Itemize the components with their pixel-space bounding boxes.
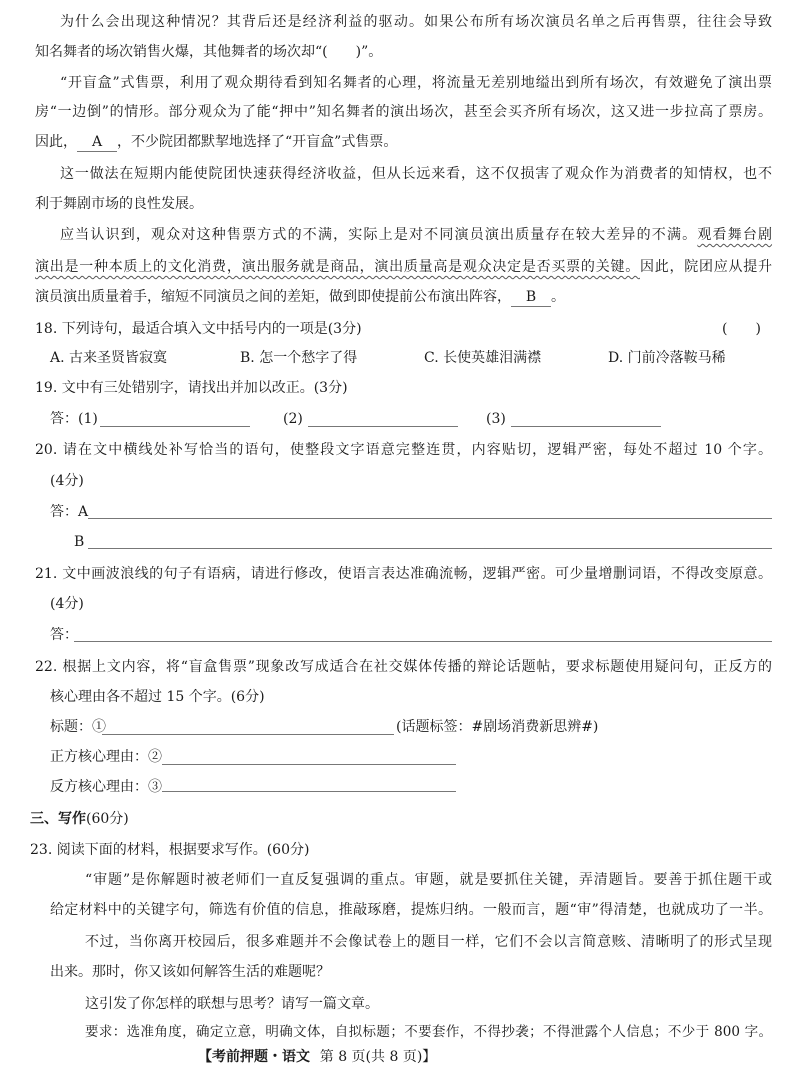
q23-prompt: 这引发了你怎样的联想与思考？请写一篇文章。 xyxy=(85,996,379,1012)
q18-stem: 18. 下列诗句，最适合填入文中括号内的一项是(3分) xyxy=(35,321,362,337)
q19-answer-line-1[interactable] xyxy=(100,426,250,427)
section-title: 三、写作 xyxy=(30,811,86,827)
q22-stem-continued: 核心理由各不超过 15 个字。(6分) xyxy=(50,689,265,705)
passage-p3-line2: 利于舞剧市场的良性发展。 xyxy=(35,196,203,212)
q18-answer-bracket[interactable]: ( ) xyxy=(722,321,761,337)
blank-a: A xyxy=(77,133,117,152)
q20-answer-b-line[interactable] xyxy=(88,548,772,549)
q21-stem: 21. 文中画波浪线的句子有语病，请进行修改，使语言表达准确流畅，逻辑严密。可少量增删词语，不得改变原意。 xyxy=(35,566,772,582)
text: 因此， xyxy=(35,134,77,150)
q22-title-line[interactable] xyxy=(102,734,394,735)
q21-score: (4分) xyxy=(50,596,84,612)
q22-con-line[interactable] xyxy=(162,791,456,792)
footer-exam-title: 【考前押题・语文 xyxy=(198,1049,310,1065)
q22-pro-label: 正方核心理由：② xyxy=(50,749,162,765)
q19-answer-label-2: (2) xyxy=(283,411,303,427)
q19-answer-line-3[interactable] xyxy=(511,426,661,427)
text: ，不少院团都默挈地选择了“开盲盒”式售票。 xyxy=(117,134,398,150)
q19-answer-label-3: (3) xyxy=(486,411,506,427)
passage-p1-line2: 知名舞者的场次销售火爆，其他舞者的场次却“( )”。 xyxy=(35,44,383,60)
q18-option-d: D. 门前冷落鞍马稀 xyxy=(608,350,726,366)
footer-page-number: 第 8 页(共 8 页)】 xyxy=(319,1049,437,1065)
blank-b: B xyxy=(511,288,551,307)
q20-answer-b-label: B xyxy=(74,534,85,550)
q23-requirements: 要求：选准角度，确定立意，明确文体，自拟标题；不要套作，不得抄袭；不得泄露个人信息；不少于 800 字。 xyxy=(85,1024,772,1040)
passage-p4-line2 xyxy=(35,257,772,277)
q23-material-p1-line2: 给定材料中的关键字句，筛选有价值的信息，推敲琢磨，提炼归纳。一般而言，题“审”得清楚，也就成功了一半。 xyxy=(50,902,772,918)
passage-p2-line2: 房“一边倒”的情形。部分观众为了能“押中”知名舞者的演出场次，甚至会买齐所有场次，这又进一步拉高了票房。 xyxy=(35,104,772,120)
q20-stem: 20. 请在文中横线处补写恰当的语句，使整段文字语意完整连贯，内容贴切，逻辑严密，每处不超过 10 个字。 xyxy=(35,442,772,458)
q20-answer-a-line[interactable] xyxy=(88,518,772,519)
q19-stem: 19. 文中有三处错别字，请找出并加以改正。(3分) xyxy=(35,380,348,396)
q23-stem: 23. 阅读下面的材料，根据要求写作。(60分) xyxy=(30,842,310,858)
passage-p3-line1: 这一做法在短期内能使院团快速获得经济收益，但从长远来看，这不仅损害了观众作为消费者的知情权，也不 xyxy=(60,166,772,182)
q23-material-p1-line1: “审题”是你解题时被老师们一直反复强调的重点。审题，就是要抓住关键，弄清题旨。要善于抓住题干或 xyxy=(85,872,772,888)
q21-answer-line[interactable] xyxy=(74,641,772,642)
q19-answer-label-1: 答：(1) xyxy=(50,411,98,427)
q22-topic-tag: (话题标签：#剧场消费新思辨#) xyxy=(396,719,599,735)
section-score: (60分) xyxy=(86,811,129,827)
q18-option-b: B. 怎一个愁字了得 xyxy=(240,350,358,366)
wavy-underlined-sentence: 观看舞台剧 xyxy=(697,227,773,243)
text: 应当认识到，观众对这种售票方式的不满，实际上是对不同演员演出质量存在较大差异的不满。 xyxy=(60,227,698,243)
passage-p2-line3 xyxy=(35,132,397,152)
q22-con-label: 反方核心理由：③ xyxy=(50,779,162,795)
passage-p4-line3 xyxy=(35,287,565,307)
q23-material-p2-line1: 不过，当你离开校园后，很多难题并不会像试卷上的题目一样，它们不会以言简意赅、清晰明了的形式呈现 xyxy=(85,934,772,950)
text: 演员演出质量着手，缩短不同演员之间的差矩，做到即使提前公布演出阵容， xyxy=(35,289,511,305)
q18-option-c: C. 长使英雄泪满襟 xyxy=(424,350,542,366)
q20-answer-a-label: 答：A xyxy=(50,504,89,520)
q22-stem: 22. 根据上文内容，将“盲盒售票”现象改写成适合在社交媒体传播的辩论话题帖，要求标题使用疑问句，正反方的 xyxy=(35,659,772,675)
text: 。 xyxy=(551,289,565,305)
q18-option-a: A. 古来圣贤皆寂寞 xyxy=(50,350,168,366)
q19-answer-line-2[interactable] xyxy=(308,426,458,427)
wavy-underlined-sentence: 演出是一种本质上的文化消费，演出服务就是商品，演出质量高是观众决定是否买票的关键。 xyxy=(35,259,640,275)
passage-p4-line1 xyxy=(60,225,772,245)
q22-title-label: 标题：① xyxy=(50,719,106,735)
passage-p2-line1: “开盲盒”式售票，利用了观众期待看到知名舞者的心理，将流量无差别地缢出到所有场次，有效避免了演出票 xyxy=(60,75,772,91)
text: 因此，院团应从提升 xyxy=(639,259,773,275)
page-footer xyxy=(198,1047,436,1067)
q20-score: (4分) xyxy=(50,473,84,489)
passage-p1-line1: 为什么会出现这种情况？其背后还是经济利益的驱动。如果公布所有场次演员名单之后再售票，往往会导致 xyxy=(60,14,772,30)
q23-material-p2-line2: 出来。那时，你又该如何解答生活的难题呢？ xyxy=(50,964,330,980)
q21-answer-label: 答： xyxy=(50,627,78,643)
section-heading xyxy=(30,809,129,829)
q22-pro-line[interactable] xyxy=(162,764,456,765)
